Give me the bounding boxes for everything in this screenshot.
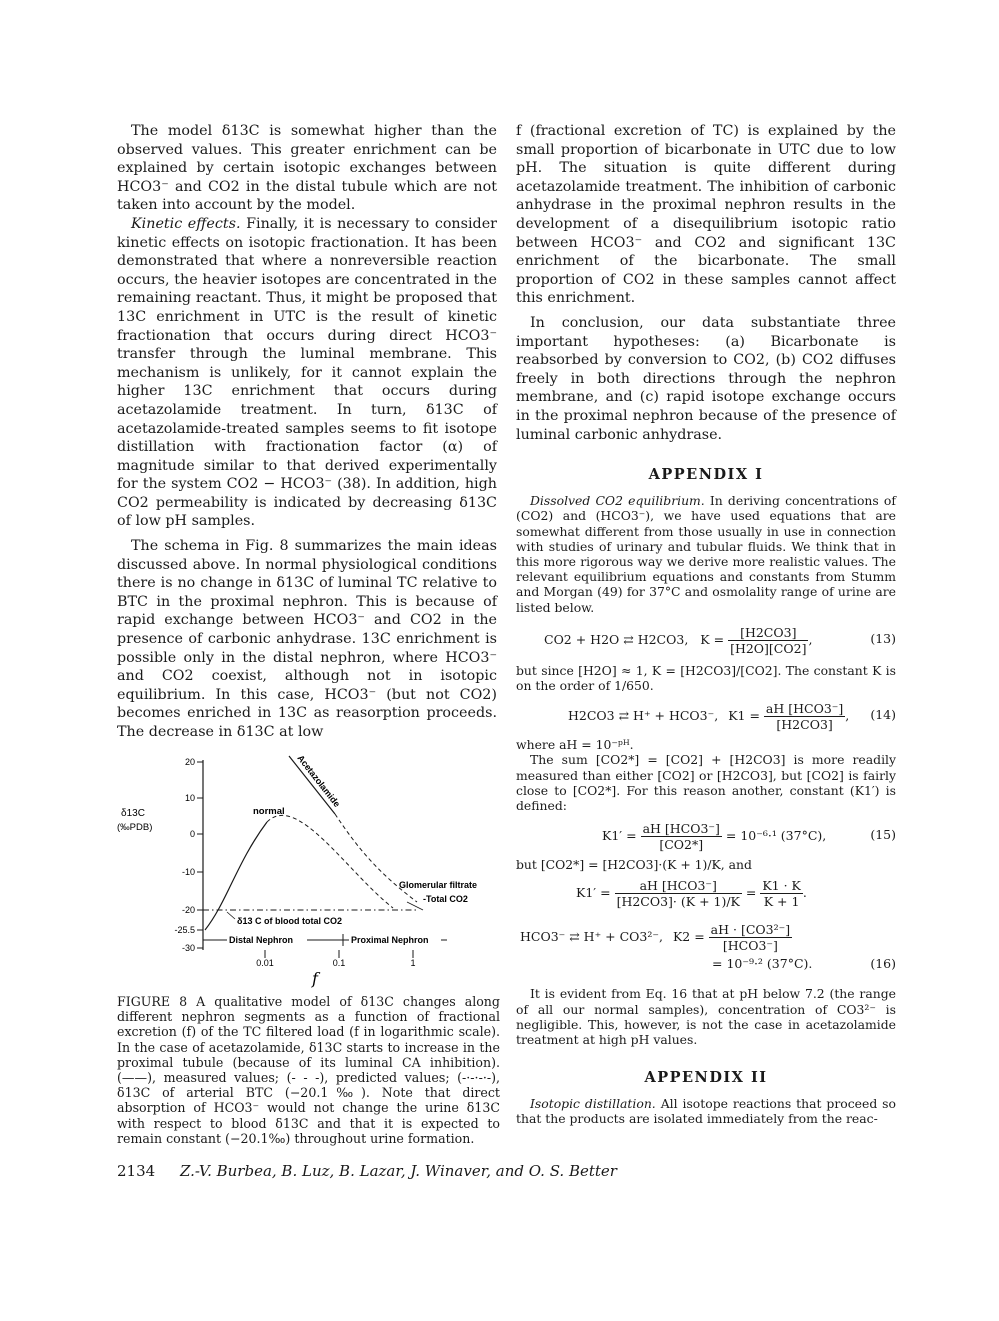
appendix-1-ah-def: where aH = 10⁻ᵖᴴ.: [516, 737, 634, 753]
appendix-1-co2-sum: but [CO2*] = [H2CO3]·(K + 1)/K, and: [516, 857, 752, 873]
label-proximal-nephron: Proximal Nephron: [351, 935, 429, 945]
eq13-numerator: [H2CO3]: [728, 625, 808, 641]
normal-curve-dashed: [267, 815, 393, 908]
y-tick-label-minus-25: -25.5: [174, 925, 195, 935]
figure-caption: [117, 994, 500, 1146]
page-footer: [117, 1162, 817, 1180]
x-tick-label-001: 0.01: [256, 958, 274, 968]
y-tick-label-0: 0: [189, 829, 195, 839]
appendix-2-intro: [516, 1096, 896, 1126]
eq13-number: (13): [870, 630, 896, 646]
left-column: [117, 122, 497, 742]
eq15b-right-denominator: K + 1: [763, 894, 800, 910]
page-number: 2134: [117, 1162, 156, 1180]
eq15-right: = 10⁻⁶·¹ (37°C),: [725, 828, 827, 844]
eq14-k: K1 =: [728, 708, 760, 724]
eq15b-right-numerator: K1 · K: [762, 878, 801, 894]
label-glomerular-filtrate: Glomerular filtrate: [399, 880, 478, 890]
eq14-numerator: aH [HCO3⁻]: [765, 701, 844, 717]
label-total-co2: -Total CO2: [423, 894, 468, 904]
appendix-1-sum: The sum [CO2*] = [CO2] + [H2CO3] is more readily measured than either [CO2] or [H2CO3], but [CO2] is fairly close to [CO2*]. For this reason another, constant (K1′) is defined:: [516, 752, 896, 813]
appendix-1-title: Dissolved CO2 equilibrium.: [530, 493, 705, 509]
y-tick-label-minus-30: -30: [181, 943, 195, 953]
x-axis-label: f: [312, 969, 318, 988]
caption-label: FIGURE 8: [117, 994, 188, 1009]
eq14-denominator: [H2CO3]: [776, 717, 833, 733]
eq13-left: CO2 + H2O ⇄ H2CO3,: [544, 631, 689, 647]
eq16-denominator: [HCO3⁻]: [722, 938, 778, 954]
eq15b-k: K1′ =: [576, 885, 611, 901]
equation-15b: K1′ = $\frac{\text{aH [HCO3⁻]}}{[H2CO3]\cdot (K + 1)/K}$ = $\frac{K1 \cdot K}{K + 1}$ .: [576, 878, 807, 910]
eq15-numerator: aH [HCO3⁻]: [642, 821, 720, 837]
paragraph-fractional: f (fractional excretion of TC) is explained by the small proportion of bicarbonate in UTC due to low pH. The situation is quite different during acetazolamide treatment. The inhibition of carbonic anhydrase in the proximal nephron results in the development of a disequilibrium isotopic ratio between HCO3⁻ and CO2 and significant 13C enrichment of the bicarbonate. The small proportion of CO2 in these samples cannot affect this enrichment.: [516, 123, 896, 307]
appendix-2-title: Isotopic distillation.: [530, 1096, 656, 1112]
label-blood-tc: δ13 C of blood total CO2: [237, 916, 342, 926]
eq15b-denominator: [H2CO3]· (K + 1)/K: [616, 894, 740, 910]
caption-text: A qualitative model of δ13C changes along different nephron segments as a function of fractional excretion (f) of the TC filtered load (f in logarithmic scale). In the case of acetazolamide, δ13C starts to increase in the proximal tubule (because of its luminal CA inhibition). (——), measured values; (- - -), predicted values; (-·-·-·-), δ13C of arterial BTC (−20.1‰). Note that direct absorption of HCO3⁻ would not change the urine δ13C with respect to blood δ13C and that it is expected to remain constant (−20.1‰) throughout urine formation.: [117, 994, 500, 1146]
y-tick-label-minus-20: -20: [181, 905, 195, 915]
label-acetazolamide: Acetazolamide: [295, 753, 343, 809]
glomerular-pointer: [407, 902, 423, 910]
eq15-denominator: [CO2*]: [659, 837, 704, 853]
blood-pointer: [227, 912, 235, 919]
eq13-denominator: [H2O][CO2]: [730, 640, 807, 656]
eq16-right: = 10⁻⁹·² (37°C).: [712, 956, 813, 972]
appendix-2-intro-text: All isotope reactions that proceed so that the products are isolated immediately from the reac-: [516, 1096, 896, 1127]
eq13-k: K =: [700, 631, 725, 647]
paragraph-conclusion: In conclusion, our data substantiate three important hypotheses: (a) Bicarbonate is reabsorbed by conversion to CO2, (b) CO2 diffuses freely in both directions through the nephron membrane, and (c) rapid isotope exchange occurs in the proximal nephron because of the presence of luminal carbonic anhydrase.: [516, 314, 896, 443]
eq15b-numerator: aH [HCO3⁻]: [615, 878, 742, 894]
equation-14: H2CO3 ⇄ H⁺ + HCO3⁻, K1 = $\frac{\text{aH [HCO3⁻]}}{[H2CO3]}$ , (14): [568, 701, 896, 733]
eq16-number: (16): [870, 956, 896, 972]
eq16-k: K2 =: [672, 929, 705, 945]
eq14-left: H2CO3 ⇄ H⁺ + HCO3⁻,: [568, 708, 719, 724]
kinetic-text: Finally, it is necessary to consider kinetic effects on isotopic fractionation. It has been demonstrated that where a nonreversible reaction occurs, the heavier isotopes are concentrated in the remaining reactant. Thus, it might be proposed that 13C enrichment in UTC is the result of kinetic fractionation that occurs during direct HCO3⁻ transfer through the luminal membrane. This mechanism is unlikely, for it cannot explain the higher 13C enrichment that occurs during acetazolamide treatment. In turn, δ13C of acetazolamide-treated samples seems to fit isotope distillation with fractionation factor (α) of magnitude similar to that derived experimentally for the system CO2 − HCO3⁻ (38). In addition, high CO2 permeability is indicated by decreasing δ13C of low pH samples.: [117, 215, 497, 530]
eq16-left: HCO3⁻ ⇄ H⁺ + CO3²⁻,: [520, 929, 663, 945]
equation-16: [516, 920, 896, 976]
y-tick-label-minus-10: -10: [181, 867, 195, 877]
paragraph-kinetic: [117, 215, 497, 531]
paragraph-model: The model δ13C is somewhat higher than the observed values. This greater enrichment can be explained by certain isotopic exchanges between HCO3⁻ and CO2 in the distal tubule which are not taken into account by the model.: [117, 123, 497, 214]
kinetic-title: Kinetic effects.: [131, 215, 241, 232]
paragraph-schema: The schema in Fig. 8 summarizes the main ideas discussed above. In normal physiological conditions there is no change in δ13C of luminal TC relative to BTC in the proximal nephron. This is because of rapid exchange between HCO3⁻ and CO2 in the presence of carbonic anhydrase. 13C enrichment is possible only in the distal nephron, where HCO3⁻ and CO2 coexist, although not in isotopic equilibrium. In this case, HCO3⁻ (but not CO2) becomes enriched in 13C as reasorption proceeds. The decrease in δ13C at low: [117, 538, 497, 740]
x-tick-label-1: 1: [410, 958, 416, 968]
eq14-number: (14): [870, 707, 896, 723]
equation-15: [516, 819, 896, 853]
appendix-1-conclusion: It is evident from Eq. 16 that at pH below 7.2 (the range of all our normal samples), concentration of CO3²⁻ is negligible. This, however, is not the case in acetazolamide treatment at high pH values.: [516, 986, 896, 1047]
x-tick-label-01: 0.1: [332, 958, 346, 968]
label-normal: normal: [253, 806, 285, 817]
footer-authors: Z.-V. Burbea, B. Luz, B. Lazar, J. Winaver, and O. S. Better: [179, 1162, 617, 1180]
appendix-2-heading: APPENDIX II: [644, 1069, 768, 1087]
y-axis-label-2: (‰PDB): [117, 822, 153, 833]
right-column: [516, 122, 896, 1127]
appendix-1-intro: [516, 493, 896, 615]
appendix-1-heading: APPENDIX I: [648, 466, 764, 484]
normal-curve-solid: [205, 822, 267, 930]
y-tick-label-20: 20: [184, 757, 195, 767]
figure-8-diagram: [117, 752, 497, 992]
eq15-number: (15): [870, 827, 896, 843]
figure-8: [117, 752, 497, 992]
appendix-1-h2o-note: but since [H2O] ≈ 1, K = [H2CO3]/[CO2]. The constant K is on the order of 1/650.: [516, 662, 896, 693]
equation-13: CO2 + H2O ⇄ H2CO3, K = $\frac{[H2CO3]}{[H2O][CO2]}$ , (13): [544, 624, 896, 656]
label-distal-nephron: Distal Nephron: [229, 935, 294, 945]
y-tick-label-10: 10: [184, 793, 195, 803]
appendix-1-intro-text: In deriving concentrations of (CO2) and (HCO3⁻), we have used equations that are somewhat different from those usually in use in connection with studies of urinary and tubular fluids. We think that in this more rigorous way we derive more realistic values. The relevant equilibrium equations and constants from Stumm and Morgan (49) for 37°C and osmolality range of urine are listed below.: [516, 493, 896, 615]
eq15-k: K1′ =: [602, 828, 637, 844]
eq16-numerator: aH · [CO3²⁻]: [710, 922, 791, 938]
y-axis-label-1: δ13C: [121, 808, 145, 819]
